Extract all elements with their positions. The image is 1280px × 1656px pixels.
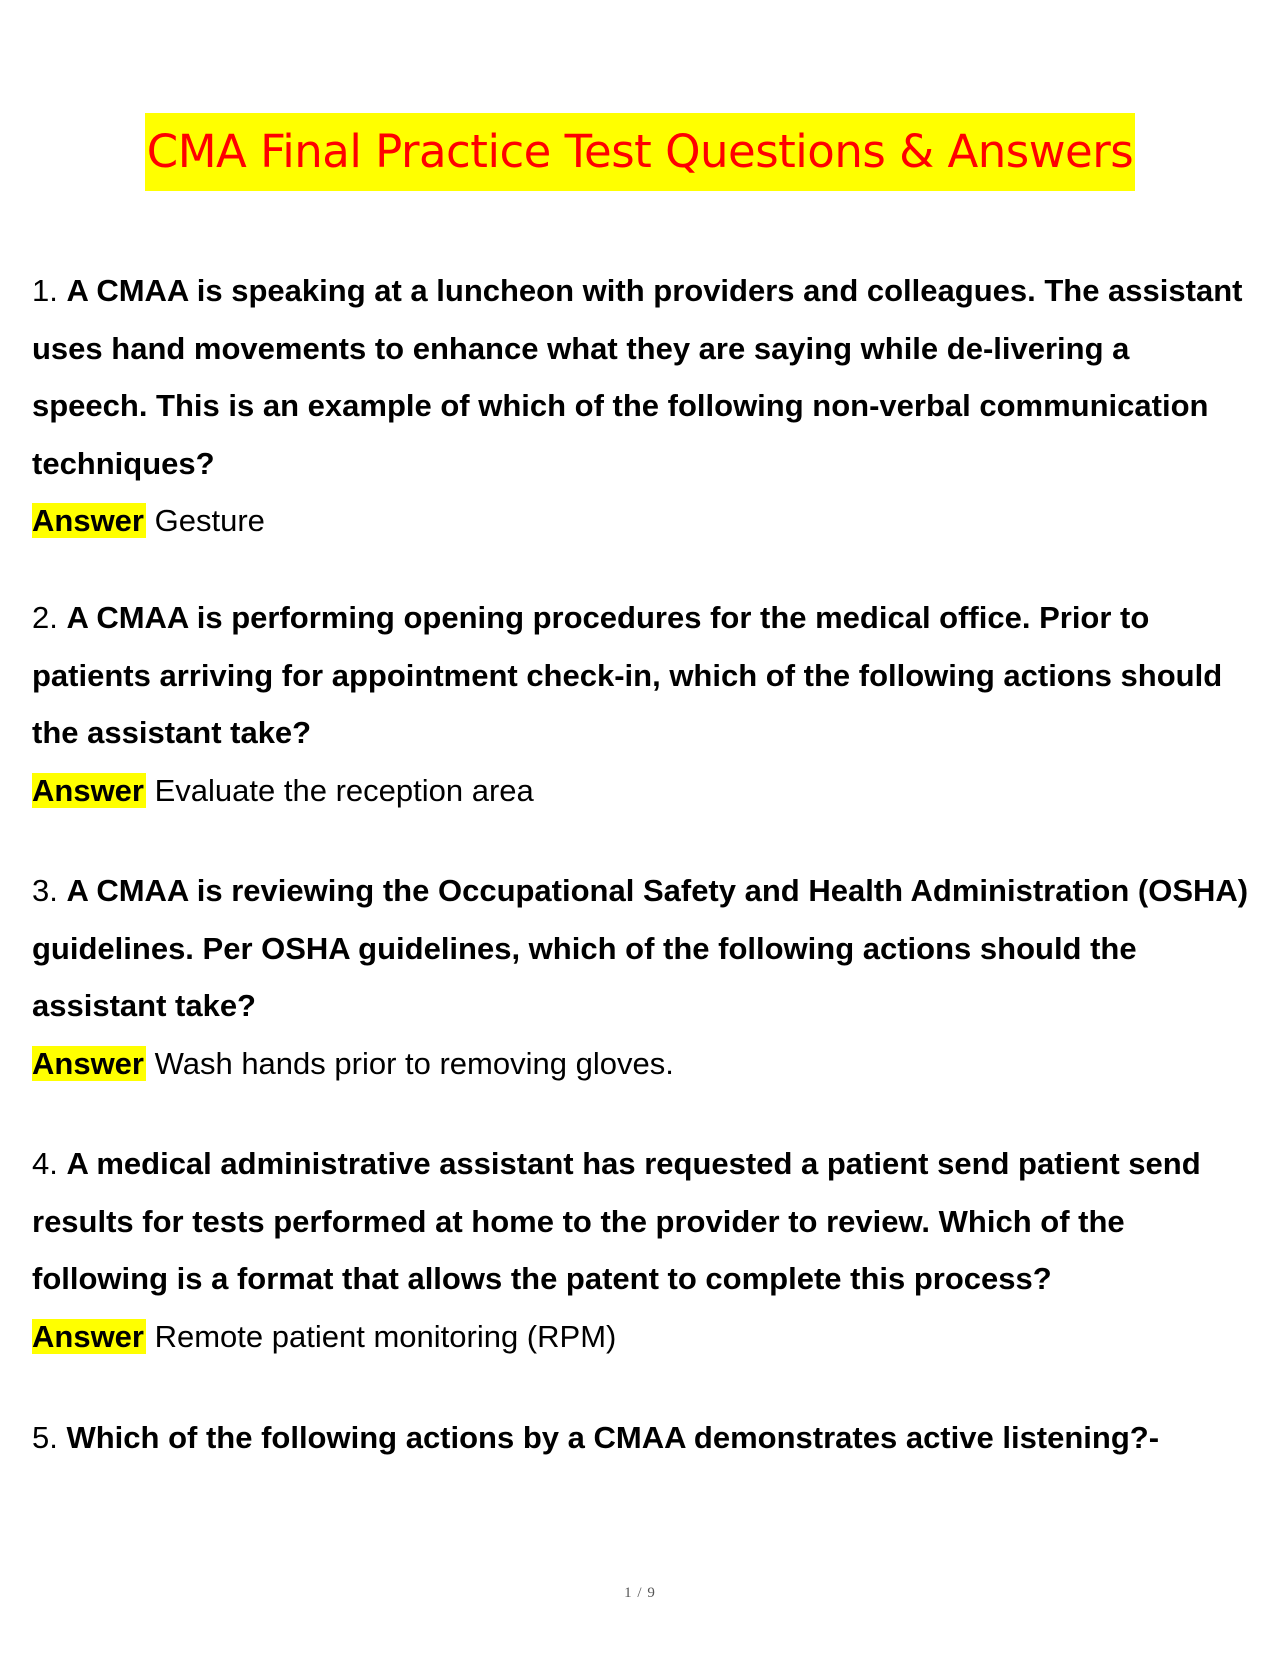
question-4 [32,1135,1252,1308]
answer-4 [32,1308,1252,1366]
title-container [0,113,1280,191]
question-2 [32,589,1252,762]
answer-label: Answer [32,1318,144,1354]
question-block-1 [32,262,1252,550]
answer-text: Wash hands prior to removing gloves. [154,1045,674,1081]
question-text: A CMAA is speaking at a luncheon with providers and colleagues. The assistant uses hand movements to enhance what they are saying while de-livering a speech. This is an example of which of the following non-verbal communication techniques? [32,273,1243,481]
question-number: 4. [32,1146,58,1181]
answer-label: Answer [32,772,144,808]
question-5 [32,1409,1252,1467]
question-number: 5. [32,1420,58,1455]
question-text: A CMAA is reviewing the Occupational Safety and Health Administration (OSHA) guidelines. Per OSHA guidelines, which of the following actions should the assistant take? [32,873,1249,1023]
question-text: A medical administrative assistant has requested a patient send patient send results for tests performed at home to the provider to review. Which of the following is a format that allows the patent to complete this process? [32,1146,1201,1296]
answer-2 [32,762,1252,820]
question-block-5 [32,1409,1252,1467]
question-number: 2. [32,600,58,635]
question-1 [32,262,1252,492]
answer-text: Gesture [154,503,265,538]
question-block-4 [32,1135,1252,1365]
question-text: Which of the following actions by a CMAA demonstrates active listening?- [66,1420,1160,1455]
answer-3 [32,1035,1252,1093]
question-number: 1. [32,273,58,308]
question-block-3 [32,862,1252,1092]
answer-text: Remote patient monitoring (RPM) [154,1318,617,1354]
answer-label: Answer [32,1045,144,1081]
document-title: CMA Final Practice Test Questions & Answers [145,113,1135,191]
question-text: A CMAA is performing opening procedures for the medical office. Prior to patients arriving for appointment check-in, which of the following actions should the assistant take? [32,600,1223,750]
answer-text: Evaluate the reception area [154,772,534,808]
question-3 [32,862,1252,1035]
answer-label: Answer [32,503,144,538]
page-indicator: 1 / 9 [624,1585,656,1601]
question-block-2 [32,589,1252,819]
answer-1 [32,492,1252,550]
question-number: 3. [32,873,58,908]
